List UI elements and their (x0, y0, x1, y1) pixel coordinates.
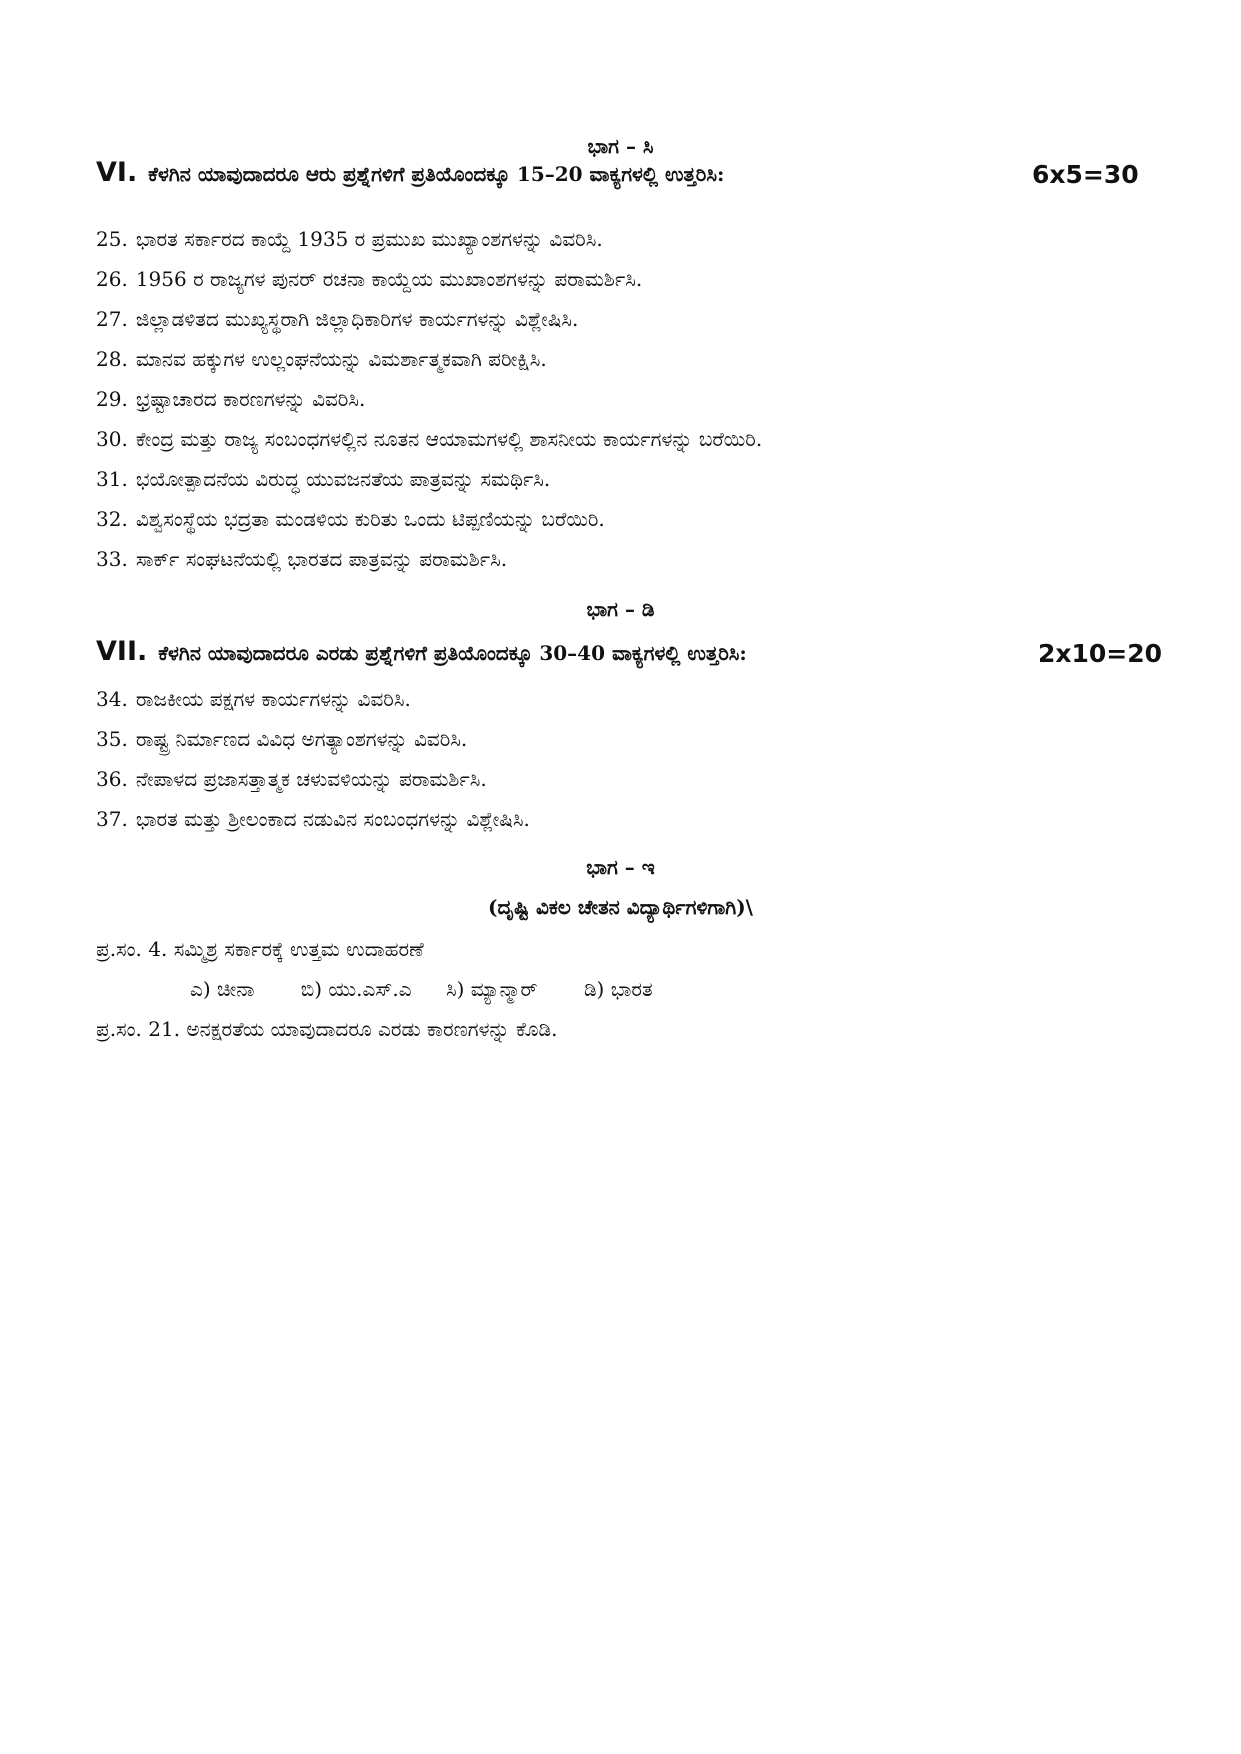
question-text: ನೇಪಾಳದ ಪ್ರಜಾಸತ್ತಾತ್ಮಕ ಚಳುವಳಿಯನ್ನು ಪರಾಮರ್ಶಿಸಿ. (135, 767, 487, 791)
question-text: ಭಯೋತ್ಪಾದನೆಯ ವಿರುದ್ಧ ಯುವಜನತೆಯ ಪಾತ್ರವನ್ನು ಸಮರ್ಥಿಸಿ. (135, 467, 551, 491)
question-text: ಕೇಂದ್ರ ಮತ್ತು ರಾಜ್ಯ ಸಂಬಂಧಗಳಲ್ಲಿನ ನೂತನ ಆಯಾಮಗಳಲ್ಲಿ ಶಾಸನೀಯ ಕಾರ್ಯಗಳನ್ನು ಬರೆಯಿರಿ. (135, 427, 763, 451)
question-34 (96, 686, 411, 712)
section-vii-numeral: VII. (96, 636, 148, 667)
part-e-question-21: ಪ್ರ.ಸಂ. 21. ಅನಕ್ಷರತೆಯ ಯಾವುದಾದರೂ ಎರಡು ಕಾರಣಗಳನ್ನು ಕೊಡಿ. (96, 1017, 558, 1041)
section-vi-marks: 6x5=30 (1032, 160, 1139, 189)
question-35 (96, 726, 467, 752)
question-27 (96, 306, 578, 332)
question-30 (96, 426, 762, 452)
part-e-subheading: (ದೃಷ್ಟಿ ವಿಕಲ ಚೇತನ ವಿದ್ಯಾರ್ಥಿಗಳಿಗಾಗಿ)\ (488, 895, 753, 919)
question-number: 27. (96, 307, 128, 331)
option-c: ಸಿ) ಮ್ಯಾನ್ಮಾರ್ (445, 977, 538, 1001)
question-text: 1956 ರ ರಾಜ್ಯಗಳ ಪುನರ್ ರಚನಾ ಕಾಯ್ದೆಯ ಮುಖಾಂಶಗಳನ್ನು ಪರಾಮರ್ಶಿಸಿ. (135, 267, 643, 291)
question-36 (96, 766, 487, 792)
question-number: 30. (96, 427, 128, 451)
question-33 (96, 546, 507, 572)
question-number: 35. (96, 727, 128, 751)
question-text: ರಾಜಕೀಯ ಪಕ್ಷಗಳ ಕಾರ್ಯಗಳನ್ನು ವಿವರಿಸಿ. (135, 687, 411, 711)
section-vi-numeral: VI. (96, 157, 138, 188)
option-d: ಡಿ) ಭಾರತ (583, 977, 653, 1001)
question-number: 29. (96, 387, 128, 411)
question-text: ಸಾರ್ಕ್ ಸಂಘಟನೆಯಲ್ಲಿ ಭಾರತದ ಪಾತ್ರವನ್ನು ಪರಾಮರ್ಶಿಸಿ. (135, 547, 508, 571)
question-number: 33. (96, 547, 128, 571)
question-text: ಜಿಲ್ಲಾಡಳಿತದ ಮುಖ್ಯಸ್ಥರಾಗಿ ಜಿಲ್ಲಾಧಿಕಾರಿಗಳ ಕಾರ್ಯಗಳನ್ನು ವಿಶ್ಲೇಷಿಸಿ. (135, 307, 579, 331)
part-e-options (190, 976, 653, 1002)
question-number: 25. (96, 227, 128, 251)
part-e-question-4: ಪ್ರ.ಸಂ. 4. ಸಮ್ಮಿಶ್ರ ಸರ್ಕಾರಕ್ಕೆ ಉತ್ತಮ ಉದಾಹರಣೆ (96, 937, 424, 961)
question-28 (96, 346, 547, 372)
question-37 (96, 806, 530, 832)
part-c-heading: ಭಾಗ – ಸಿ (587, 134, 654, 158)
question-text: ರಾಷ್ಟ್ರ ನಿರ್ಮಾಣದ ವಿವಿಧ ಅಗತ್ಯಾಂಶಗಳನ್ನು ವಿವರಿಸಿ. (135, 727, 468, 751)
section-vii-text: ಕೆಳಗಿನ ಯಾವುದಾದರೂ ಎರಡು ಪ್ರಶ್ನೆಗಳಿಗೆ ಪ್ರತಿಯೊಂದಕ್ಕೂ 30–40 ವಾಕ್ಯಗಳಲ್ಲಿ ಉತ್ತರಿಸಿ: (158, 641, 747, 665)
section-vi-text: ಕೆಳಗಿನ ಯಾವುದಾದರೂ ಆರು ಪ್ರಶ್ನೆಗಳಿಗೆ ಪ್ರತಿಯೊಂದಕ್ಕೂ 15–20 ವಾಕ್ಯಗಳಲ್ಲಿ ಉತ್ತರಿಸಿ: (148, 162, 725, 186)
question-text: ಭಾರತ ಮತ್ತು ಶ್ರೀಲಂಕಾದ ನಡುವಿನ ಸಂಬಂಧಗಳನ್ನು ವಿಶ್ಲೇಷಿಸಿ. (135, 807, 530, 831)
question-number: 34. (96, 687, 128, 711)
question-text: ಮಾನವ ಹಕ್ಕುಗಳ ಉಲ್ಲಂಘನೆಯನ್ನು ವಿಮರ್ಶಾತ್ಮಕವಾಗಿ ಪರೀಕ್ಷಿಸಿ. (135, 347, 547, 371)
question-29 (96, 386, 365, 412)
question-text: ಭ್ರಷ್ಟಾಚಾರದ ಕಾರಣಗಳನ್ನು ವಿವರಿಸಿ. (135, 387, 366, 411)
question-number: 37. (96, 807, 128, 831)
question-25 (96, 226, 603, 252)
section-vi-instruction (96, 158, 724, 189)
option-b: ಬಿ) ಯು.ಎಸ್.ಎ (300, 977, 412, 1001)
section-vii-instruction (96, 637, 747, 668)
part-e-heading: ಭಾಗ – ಇ (586, 855, 655, 879)
question-32 (96, 506, 605, 532)
question-text: ವಿಶ್ವಸಂಸ್ಥೆಯ ಭದ್ರತಾ ಮಂಡಳಿಯ ಕುರಿತು ಒಂದು ಟಿಪ್ಪಣಿಯನ್ನು ಬರೆಯಿರಿ. (135, 507, 605, 531)
question-26 (96, 266, 642, 292)
question-number: 31. (96, 467, 128, 491)
question-number: 36. (96, 767, 128, 791)
question-31 (96, 466, 550, 492)
question-number: 26. (96, 267, 128, 291)
question-number: 28. (96, 347, 128, 371)
question-text: ಭಾರತ ಸರ್ಕಾರದ ಕಾಯ್ದೆ 1935 ರ ಪ್ರಮುಖ ಮುಖ್ಯಾಂಶಗಳನ್ನು ವಿವರಿಸಿ. (135, 227, 603, 251)
question-number: 32. (96, 507, 128, 531)
option-a: ಎ) ಚೀನಾ (190, 977, 255, 1001)
part-d-heading: ಭಾಗ – ಡಿ (586, 597, 655, 621)
section-vii-marks: 2x10=20 (1038, 639, 1163, 668)
